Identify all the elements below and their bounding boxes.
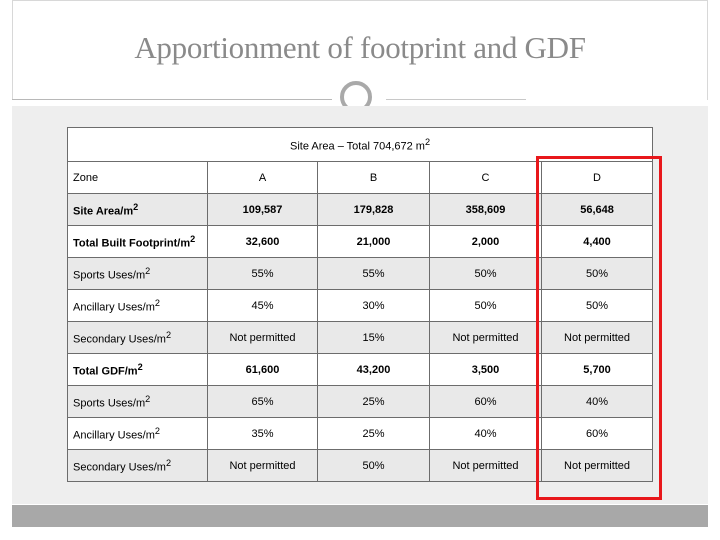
column-header-a: A — [208, 162, 318, 194]
column-header-b: B — [318, 162, 430, 194]
table-cell: 56,648 — [542, 194, 653, 226]
table-cell: 35% — [208, 418, 318, 450]
table-cell: 358,609 — [430, 194, 542, 226]
row-label-sup: 2 — [154, 297, 160, 308]
table-cell: 43,200 — [318, 354, 430, 386]
table-cell: 40% — [430, 418, 542, 450]
row-label — [68, 322, 208, 354]
apportionment-table — [67, 127, 653, 482]
table-cell: 5,700 — [542, 354, 653, 386]
table-cell: 30% — [318, 290, 430, 322]
site-area-header-cell — [68, 128, 653, 162]
table-cell: 179,828 — [318, 194, 430, 226]
slide-title: Apportionment of footprint and GDF — [134, 30, 586, 65]
table-cell: 55% — [208, 258, 318, 290]
table-cell: 50% — [542, 290, 653, 322]
table-cell: 15% — [318, 322, 430, 354]
table-row — [68, 418, 653, 450]
row-label-text: Secondary Uses/m — [73, 461, 166, 474]
table-cell: 50% — [430, 290, 542, 322]
site-area-header: Site Area – Total 704,672 m — [290, 140, 425, 153]
site-area-header-row — [68, 128, 653, 162]
table-cell: Not permitted — [208, 450, 318, 482]
zone-header-row — [68, 162, 653, 194]
table-cell: 32,600 — [208, 226, 318, 258]
table-cell: 25% — [318, 418, 430, 450]
table-cell: 61,600 — [208, 354, 318, 386]
table-row — [68, 258, 653, 290]
table-cell: 50% — [318, 450, 430, 482]
table-cell: Not permitted — [208, 322, 318, 354]
row-label-sup: 2 — [154, 425, 160, 436]
row-label-text: Total GDF/m — [73, 365, 138, 378]
title-divider-right — [386, 99, 526, 100]
column-header-zone: Zone — [68, 162, 208, 194]
table-row — [68, 322, 653, 354]
row-label — [68, 450, 208, 482]
table-cell: 55% — [318, 258, 430, 290]
column-header-c: C — [430, 162, 542, 194]
table-row — [68, 194, 653, 226]
row-label — [68, 386, 208, 418]
row-label-text: Total Built Footprint/m — [73, 237, 191, 250]
table-cell: 50% — [542, 258, 653, 290]
table-cell: Not permitted — [542, 322, 653, 354]
table-cell: Not permitted — [430, 450, 542, 482]
row-label-text: Site Area/m — [73, 205, 134, 218]
table-cell: 40% — [542, 386, 653, 418]
row-label — [68, 194, 208, 226]
row-label-sup: 2 — [137, 361, 143, 372]
row-label-sup: 2 — [190, 233, 196, 244]
row-label-text: Sports Uses/m — [73, 269, 146, 282]
row-label-sup: 2 — [165, 329, 172, 340]
table-cell: Not permitted — [430, 322, 542, 354]
site-area-header-sup: 2 — [424, 136, 431, 147]
row-label — [68, 290, 208, 322]
table-row — [68, 386, 653, 418]
row-label — [68, 258, 208, 290]
table-cell: 60% — [430, 386, 542, 418]
row-label — [68, 226, 208, 258]
row-label-text: Secondary Uses/m — [73, 333, 166, 346]
table-cell: 50% — [430, 258, 542, 290]
row-label-text: Ancillary Uses/m — [73, 301, 155, 314]
table-cell: 60% — [542, 418, 653, 450]
table-cell: 21,000 — [318, 226, 430, 258]
row-label-text: Sports Uses/m — [73, 397, 146, 410]
table-cell: 3,500 — [430, 354, 542, 386]
table-cell: 45% — [208, 290, 318, 322]
row-label-sup: 2 — [145, 393, 151, 404]
table-cell: 4,400 — [542, 226, 653, 258]
row-label — [68, 354, 208, 386]
table-cell: 2,000 — [430, 226, 542, 258]
table-cell: 65% — [208, 386, 318, 418]
table-row — [68, 290, 653, 322]
table-row — [68, 354, 653, 386]
row-label-sup: 2 — [133, 201, 139, 212]
column-header-d: D — [542, 162, 653, 194]
table-row — [68, 226, 653, 258]
row-label-sup: 2 — [165, 457, 172, 468]
title-divider-left — [12, 99, 332, 100]
table-cell: 109,587 — [208, 194, 318, 226]
footer-bar — [12, 505, 708, 527]
row-label-sup: 2 — [145, 265, 151, 276]
table-cell: Not permitted — [542, 450, 653, 482]
row-label-text: Ancillary Uses/m — [73, 429, 155, 442]
row-label — [68, 418, 208, 450]
table-cell: 25% — [318, 386, 430, 418]
table-row — [68, 450, 653, 482]
